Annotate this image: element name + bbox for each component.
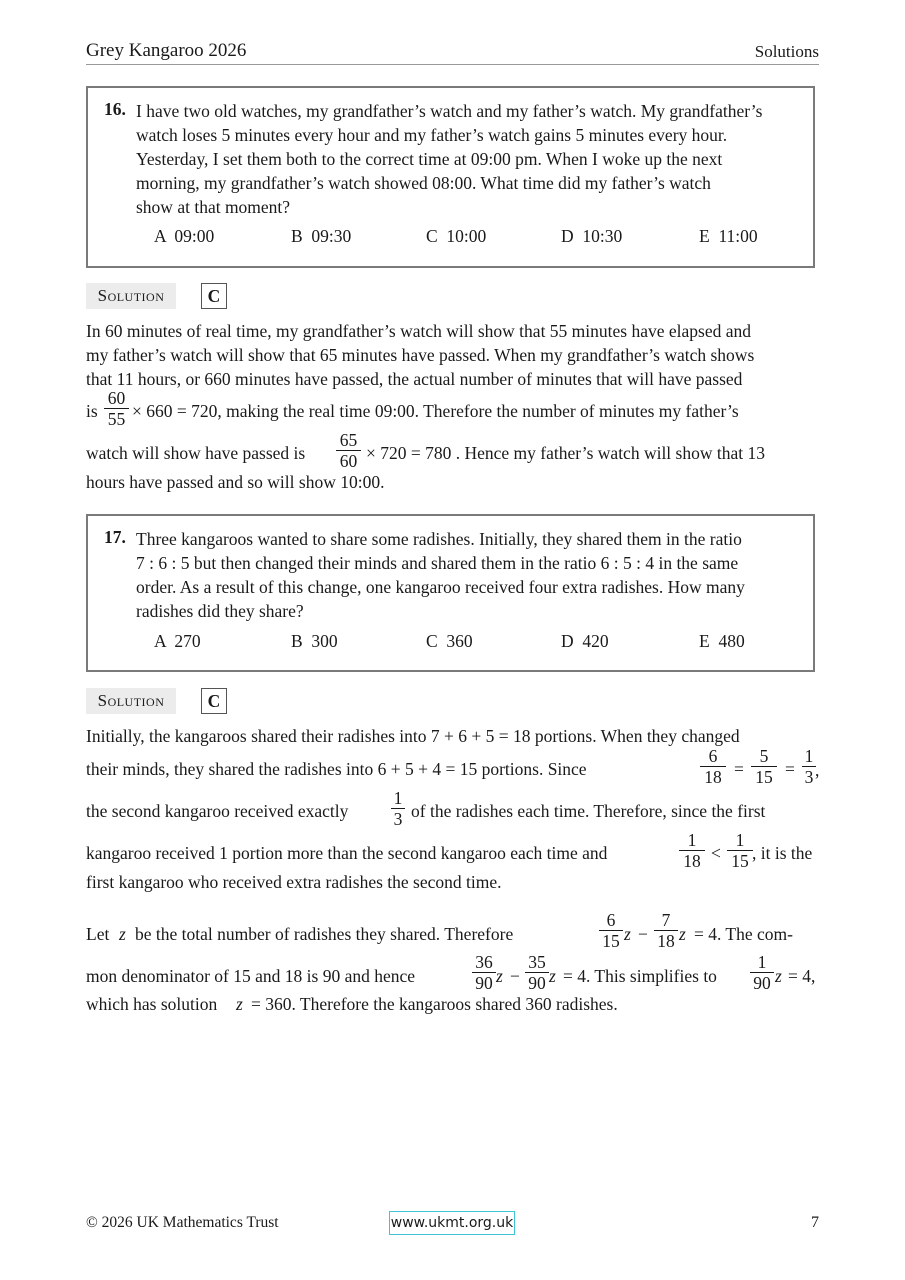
denominator: 90 — [753, 973, 771, 993]
denominator: 18 — [704, 767, 722, 787]
solution-label: Solution — [86, 283, 176, 309]
denominator: 90 — [475, 973, 493, 993]
solution-line-prefix: the second kangaroo received exactly — [86, 801, 349, 821]
fraction-1-3 — [391, 788, 405, 829]
solution-answer: C — [201, 283, 227, 309]
denominator: 18 — [657, 931, 675, 951]
numerator: 1 — [804, 746, 814, 766]
variable-z: z — [236, 994, 243, 1014]
denominator: 90 — [528, 973, 546, 993]
website-link[interactable]: www.ukmt.org.uk — [389, 1211, 515, 1235]
answer-options — [154, 631, 813, 655]
solution-answer: C — [201, 688, 227, 714]
option-b: B 300 — [291, 631, 338, 651]
variable-z: z — [496, 966, 503, 986]
option-e: E 11:00 — [699, 226, 758, 246]
numerator: 7 — [661, 910, 671, 930]
question-line: order. As a result of this change, one kangaroo received four extra radishes. How many — [136, 577, 745, 597]
answer-options — [154, 226, 813, 250]
variable-z: z — [775, 966, 782, 986]
solution-label: Solution — [86, 688, 176, 714]
page-number: 7 — [811, 1214, 819, 1231]
solution-line-rest: = 4, — [788, 966, 816, 986]
numerator: 1 — [687, 830, 697, 850]
question-line: Three kangaroos wanted to share some radishes. Initially, they shared them in the ratio — [136, 529, 742, 549]
question-text — [136, 99, 806, 219]
solution-line-middle: = 4. This simplifies to — [563, 966, 717, 986]
numerator: 60 — [107, 388, 126, 408]
solution-line-prefix: their minds, they shared the radishes into 6 + 5 + 4 = 15 portions. Since — [86, 759, 587, 779]
less-than-sign: < — [711, 843, 721, 863]
question-line: watch loses 5 minutes every hour and my father’s watch gains 5 minutes every hour. — [136, 125, 728, 145]
option-b: B 09:30 — [291, 226, 352, 246]
section-label: Solutions — [754, 42, 819, 61]
question-line: radishes did they share? — [136, 601, 304, 621]
fraction-60-55 — [104, 388, 129, 429]
question-line: morning, my grandfather’s watch showed 08:00. What time did my father’s watch — [136, 173, 711, 193]
fraction-6-18 — [700, 746, 726, 787]
numerator: 36 — [475, 952, 493, 972]
option-e: E 480 — [699, 631, 745, 651]
solution-line: In 60 minutes of real time, my grandfather’s watch will show that 55 minutes have elapsed and — [86, 321, 751, 341]
solution-line: hours have passed and so will show 10:00. — [86, 472, 385, 492]
header-divider — [86, 64, 819, 65]
denominator: 15 — [602, 931, 620, 951]
solution-line-prefix: kangaroo received 1 portion more than the second kangaroo each time and — [86, 843, 608, 863]
solution-line-rest: = 360. Therefore the kangaroos shared 360 radishes. — [251, 994, 618, 1014]
question-line: show at that moment? — [136, 197, 291, 217]
equals-sign: = — [734, 759, 744, 779]
solution-line-rest: × 720 = 780 . Hence my father’s watch will show that 13 — [366, 443, 765, 463]
option-d: D 10:30 — [561, 226, 623, 246]
denominator: 3 — [804, 767, 814, 787]
solution-line: Initially, the kangaroos shared their radishes into 7 + 6 + 5 = 18 portions. When they changed — [86, 726, 740, 746]
variable-z: z — [679, 924, 686, 944]
solution-line: first kangaroo who received extra radishes the second time. — [86, 872, 502, 892]
option-d: D 420 — [561, 631, 609, 651]
fraction-1-3 — [802, 746, 816, 787]
equals-sign: = — [785, 759, 795, 779]
minus-sign: − — [510, 966, 520, 986]
question-line: Yesterday, I set them both to the correct time at 09:00 pm. When I woke up the next — [136, 149, 723, 169]
fraction-1-90 — [750, 952, 774, 993]
solution-line-rest: of the radishes each time. Therefore, since the first — [411, 801, 766, 821]
fraction-6-15 — [599, 910, 623, 951]
solution-line-rest: , it is the — [752, 843, 813, 863]
numerator: 1 — [735, 830, 745, 850]
question-line: 7 : 6 : 5 but then changed their minds and shared them in the ratio 6 : 5 : 4 in the same — [136, 553, 739, 573]
option-c: C 10:00 — [426, 226, 487, 246]
fraction-36-90 — [472, 952, 496, 993]
variable-z: z — [119, 924, 126, 944]
minus-sign: − — [638, 924, 648, 944]
question-line: I have two old watches, my grandfather’s watch and my father’s watch. My grandfather’s — [136, 101, 763, 121]
solution-line-prefix: mon denominator of 15 and 18 is 90 and hence — [86, 966, 416, 986]
variable-z: z — [549, 966, 556, 986]
option-c: C 360 — [426, 631, 473, 651]
question-16-box — [86, 86, 815, 268]
option-a: A 270 — [154, 631, 201, 651]
numerator: 5 — [759, 746, 769, 766]
numerator: 6 — [606, 910, 616, 930]
fraction-5-15 — [751, 746, 777, 787]
question-text — [136, 527, 806, 623]
fraction-1-18 — [679, 830, 705, 871]
copyright-notice: © 2026 UK Mathematics Trust — [86, 1214, 279, 1231]
solution-line-prefix: which has solution — [86, 994, 218, 1014]
question-17-box — [86, 514, 815, 672]
question-number: 17. — [104, 527, 126, 547]
solution-line-prefix: Let — [86, 924, 110, 944]
question-number: 16. — [104, 99, 126, 119]
solution-line: my father’s watch will show that 65 minutes have passed. When my grandfather’s watch shows — [86, 345, 755, 365]
numerator: 35 — [528, 952, 546, 972]
comma: , — [815, 760, 820, 780]
denominator: 3 — [393, 809, 403, 829]
solution-line-middle: be the total number of radishes they shared. Therefore — [135, 924, 514, 944]
numerator: 6 — [708, 746, 718, 766]
document-title: Grey Kangaroo 2026 — [86, 40, 247, 61]
denominator: 15 — [731, 851, 749, 871]
variable-z: z — [624, 924, 631, 944]
denominator: 15 — [755, 767, 773, 787]
fraction-1-15 — [727, 830, 753, 871]
numerator: 1 — [393, 788, 403, 808]
numerator: 65 — [339, 430, 358, 450]
solution-line-prefix: watch will show have passed is — [86, 443, 306, 463]
solution-line: that 11 hours, or 660 minutes have passed, the actual number of minutes that will have passed — [86, 369, 743, 389]
solution-line-rest: × 660 = 720, making the real time 09:00. Therefore the number of minutes my father’s — [132, 401, 739, 421]
fraction-35-90 — [525, 952, 549, 993]
denominator: 60 — [339, 451, 358, 471]
fraction-65-60 — [336, 430, 361, 471]
solution-line-prefix: is — [86, 401, 98, 421]
fraction-7-18 — [654, 910, 678, 951]
option-a: A 09:00 — [154, 226, 215, 246]
numerator: 1 — [757, 952, 767, 972]
denominator: 18 — [683, 851, 701, 871]
solution-line-rest: = 4. The com- — [694, 924, 793, 944]
denominator: 55 — [107, 409, 126, 429]
